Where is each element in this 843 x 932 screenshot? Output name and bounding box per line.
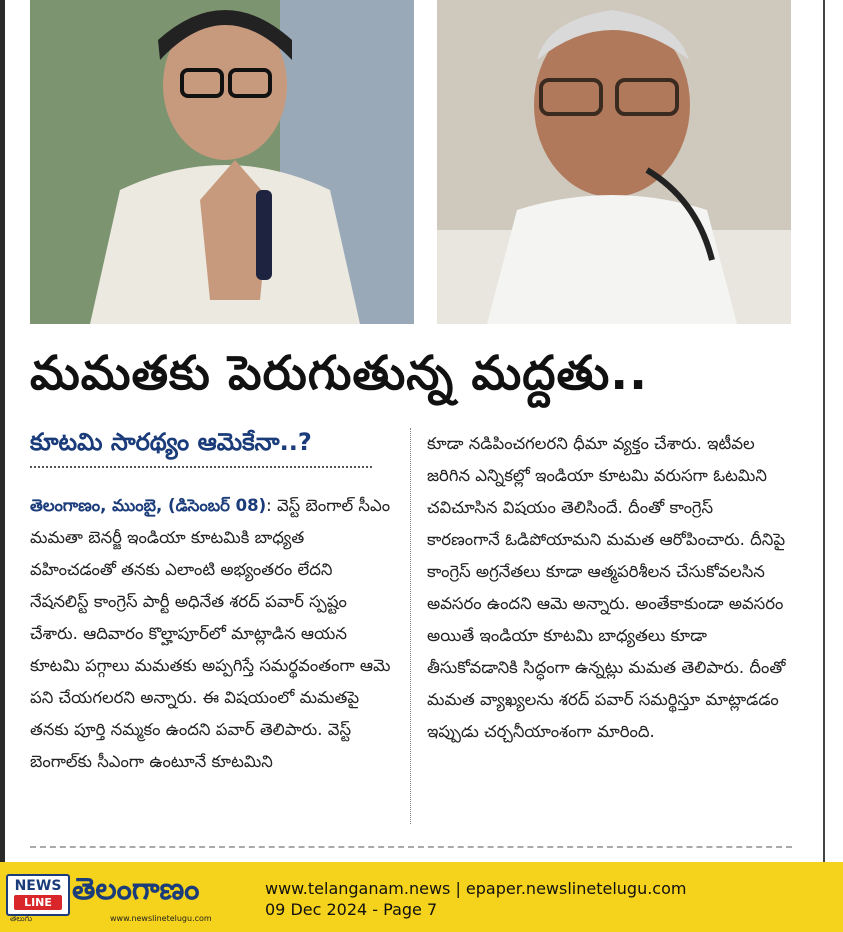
article-end-rule [30,846,792,848]
article-column-left: తెలంగాణం, ముంబై, (డిసెంబర్ 08): వెస్ట్ బెంగాల్ సీఎం మమతా బెనర్జీ ఇండియా కూటమికి బాధ్యత వహించడంతో తనకు ఎలాంటి అభ్యంతరం లేదని నేషనలిస్ట్ కాంగ్రెస్ పార్టీ అధినేత శరద్ పవార్ స్పష్టం చేశారు. ఆదివారం కొల్హాపూర్‌లో మాట్లాడిన ఆయన కూటమి పగ్గాలు మమతకు అప్పగిస్తే సమర్థవంతంగా ఆమె పని చేయగలరని అన్నారు. ఈ విషయంలో మమతపై తనకు పూర్తి నమ్మకం ఉందని పవార్ తెలిపారు. వెస్ట్ బెంగాల్‌కు సీఎంగా ఉంటూనే కూటమిని [30,496,391,771]
article-text-right: కూడా నడిపించగలరని ధీమా వ్యక్తం చేశారు. ఇటీవల జరిగిన ఎన్నికల్లో ఇండియా కూటమి వరుసగా ఓటమిని చవిచూసిన విషయం తెలిసిందే. దీంతో కాంగ్రెస్ కారణంగానే ఓడిపోయామని మమత ఆరోపించారు. దీనిపై కాంగ్రెస్ అగ్రనేతలు కూడా ఆత్మపరిశీలన చేసుకోవలసిన అవసరం ఉందని ఆమె అన్నారు. అంతేకాకుండా అవసరం అయితే ఇండియా కూటమి బాధ్యతలు కూడా తీసుకోవడానికి సిద్ధంగా ఉన్నట్లు మమత తెలిపారు. దీంతో మమత వ్యాఖ్యలను శరద్ పవార్ సమర్థిస్తూ మాట్లాడడం ఇప్పుడు చర్చనీయాంశంగా మారింది. [427,434,786,741]
photo-sharad-pawar [437,0,791,324]
logo-news-text: NEWS [14,878,62,894]
article-text-left: వెస్ట్ బెంగాల్ సీఎం మమతా బెనర్జీ ఇండియా కూటమికి బాధ్యత వహించడంతో తనకు ఎలాంటి అభ్యంతరం లేదని నేషనలిస్ట్ కాంగ్రెస్ పార్టీ అధినేత శరద్ పవార్ స్పష్టం చేశారు. ఆదివారం కొల్హాపూర్‌లో మాట్లాడిన ఆయన కూటమి పగ్గాలు మమతకు అప్పగిస్తే సమర్థవంతంగా ఆమె పని చేయగలరని అన్నారు. ఈ విషయంలో మమతపై తనకు పూర్తి నమ్మకం ఉందని పవార్ తెలిపారు. వెస్ట్ బెంగాల్‌కు సీఎంగా ఉంటూనే కూటమిని [30,496,391,771]
subheadline: కూటమి సారథ్యం ఆమెకేనా..? [30,428,372,468]
article-dateline: తెలంగాణం, ముంబై, (డిసెంబర్ 08) [30,496,267,515]
article-column-right [427,428,791,748]
brand-name: తెలంగాణం [72,872,200,907]
page-footer [0,862,843,932]
newsline-logo [6,874,70,916]
logo-line-text: LINE [14,895,62,910]
headline: మమతకు పెరుగుతున్న మద్దతు.. [30,346,648,401]
photo-mamata-banerjee [30,0,414,324]
column-divider [410,428,411,824]
logo-caption: తెలుగు [10,914,33,923]
page-frame-left [0,0,5,862]
footer-links[interactable]: www.telanganam.news | epaper.newslinetelugu.com [265,879,687,898]
page-frame-right [823,0,825,862]
footer-edition: 09 Dec 2024 - Page 7 [265,900,438,919]
brand-url: www.newslinetelugu.com [110,914,212,923]
